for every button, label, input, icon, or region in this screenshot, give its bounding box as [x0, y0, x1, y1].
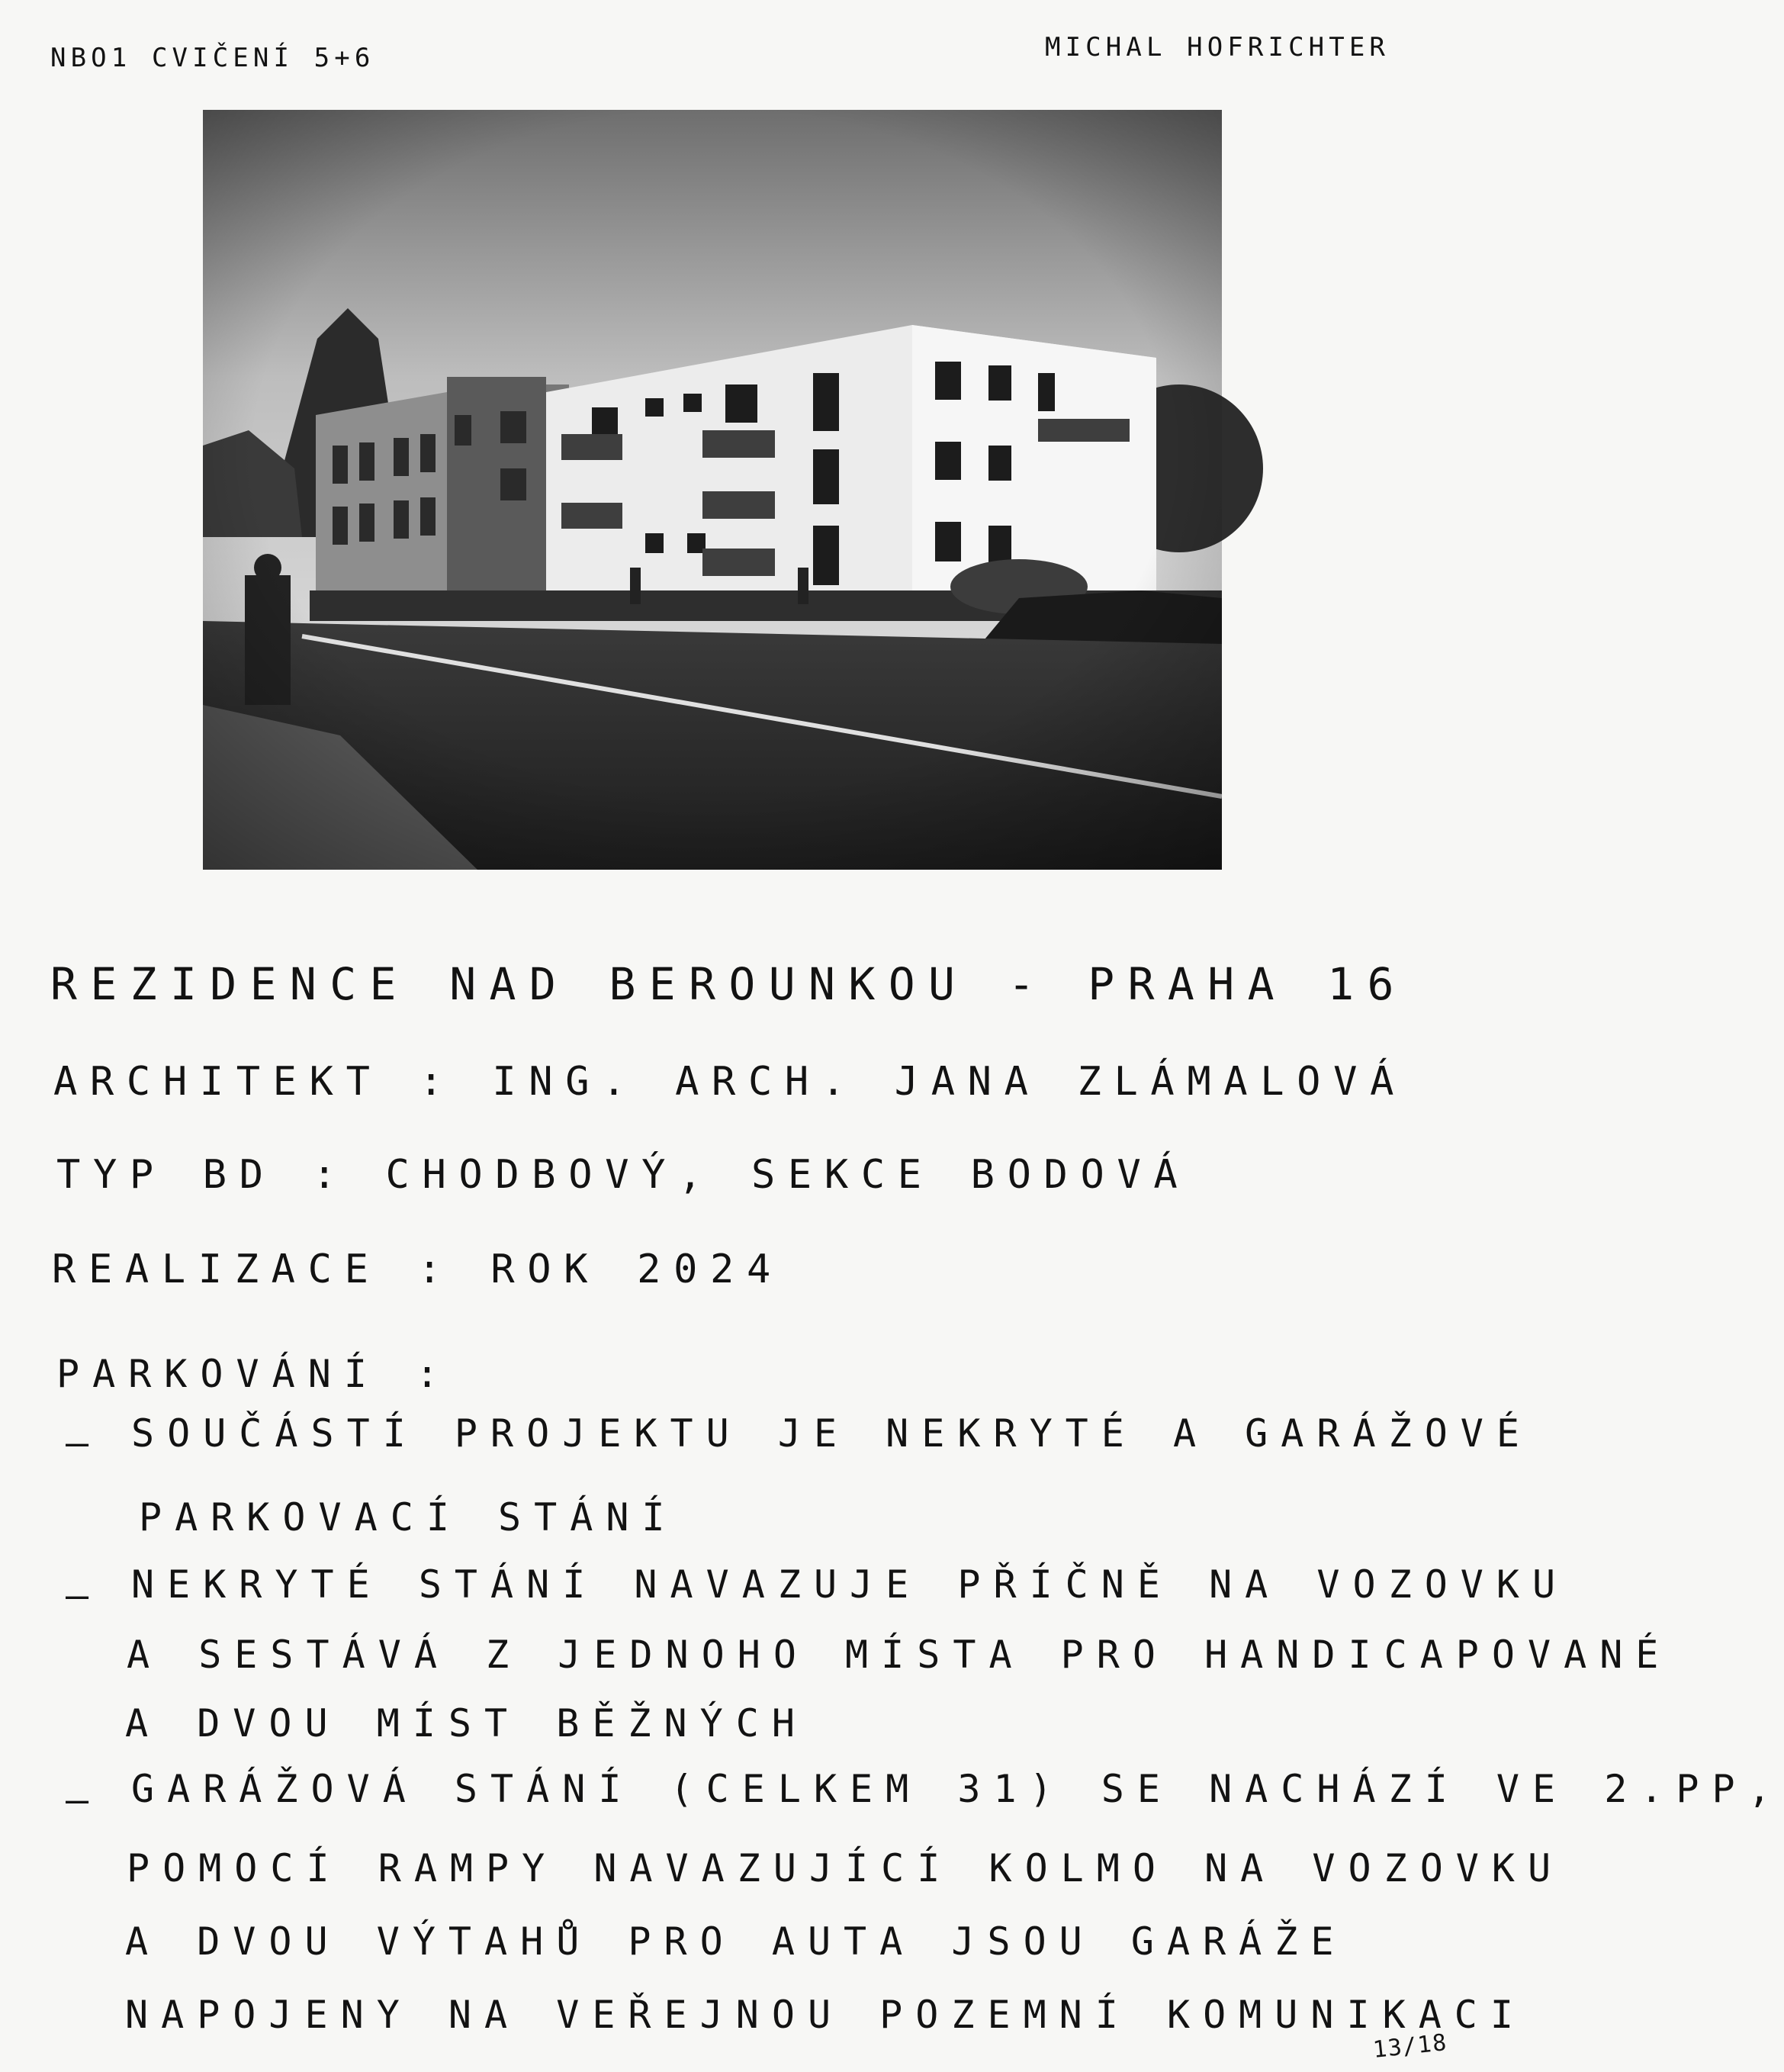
- header-course: NBO1 CVIČENÍ 5+6: [50, 43, 375, 73]
- parking-item-2-line-2: A SESTÁVÁ Z JEDNOHO MÍSTA PRO HANDICAPOVANÉ: [127, 1633, 1672, 1677]
- parking-item-3-line-2: POMOCÍ RAMPY NAVAZUJÍCÍ KOLMO NA VOZOVKU: [127, 1846, 1564, 1890]
- building-render-photo-icon: [203, 110, 1222, 870]
- realization-line: REALIZACE : ROK 2024: [52, 1247, 783, 1292]
- parking-heading: PARKOVÁNÍ :: [56, 1352, 452, 1396]
- parking-item-1-bullet: –: [66, 1420, 102, 1465]
- project-title: REZIDENCE NAD BEROUNKOU - PRAHA 16: [50, 958, 1407, 1010]
- parking-item-2-bullet: –: [66, 1573, 102, 1617]
- building-photo: [203, 110, 1222, 870]
- parking-item-1-line-2: PARKOVACÍ STÁNÍ: [139, 1495, 678, 1540]
- parking-item-3-line-3: A DVOU VÝTAHŮ PRO AUTA JSOU GARÁŽE: [125, 1919, 1347, 1964]
- building-type-line: TYP BD : CHODBOVÝ, SEKCE BODOVÁ: [56, 1152, 1191, 1198]
- header-author: MICHAL HOFRICHTER: [1045, 32, 1390, 63]
- parking-item-1-line-1: SOUČÁSTÍ PROJEKTU JE NEKRYTÉ A GARÁŽOVÉ: [131, 1411, 1532, 1456]
- parking-item-3-bullet: –: [66, 1778, 102, 1822]
- page-number: 13/18: [1371, 2029, 1449, 2064]
- parking-item-3-line-1: GARÁŽOVÁ STÁNÍ (CELKEM 31) SE NACHÁZÍ VE 2.PP,: [131, 1767, 1784, 1811]
- parking-item-2-line-3: A DVOU MÍST BĚŽNÝCH: [125, 1701, 808, 1745]
- architect-line: ARCHITEKT : ING. ARCH. JANA ZLÁMALOVÁ: [53, 1059, 1407, 1105]
- parking-item-3-line-4: NAPOJENY NA VEŘEJNOU POZEMNÍ KOMUNIKACI: [125, 1993, 1526, 2037]
- parking-item-2-line-1: NEKRYTÉ STÁNÍ NAVAZUJE PŘÍČNĚ NA VOZOVKU: [131, 1562, 1569, 1607]
